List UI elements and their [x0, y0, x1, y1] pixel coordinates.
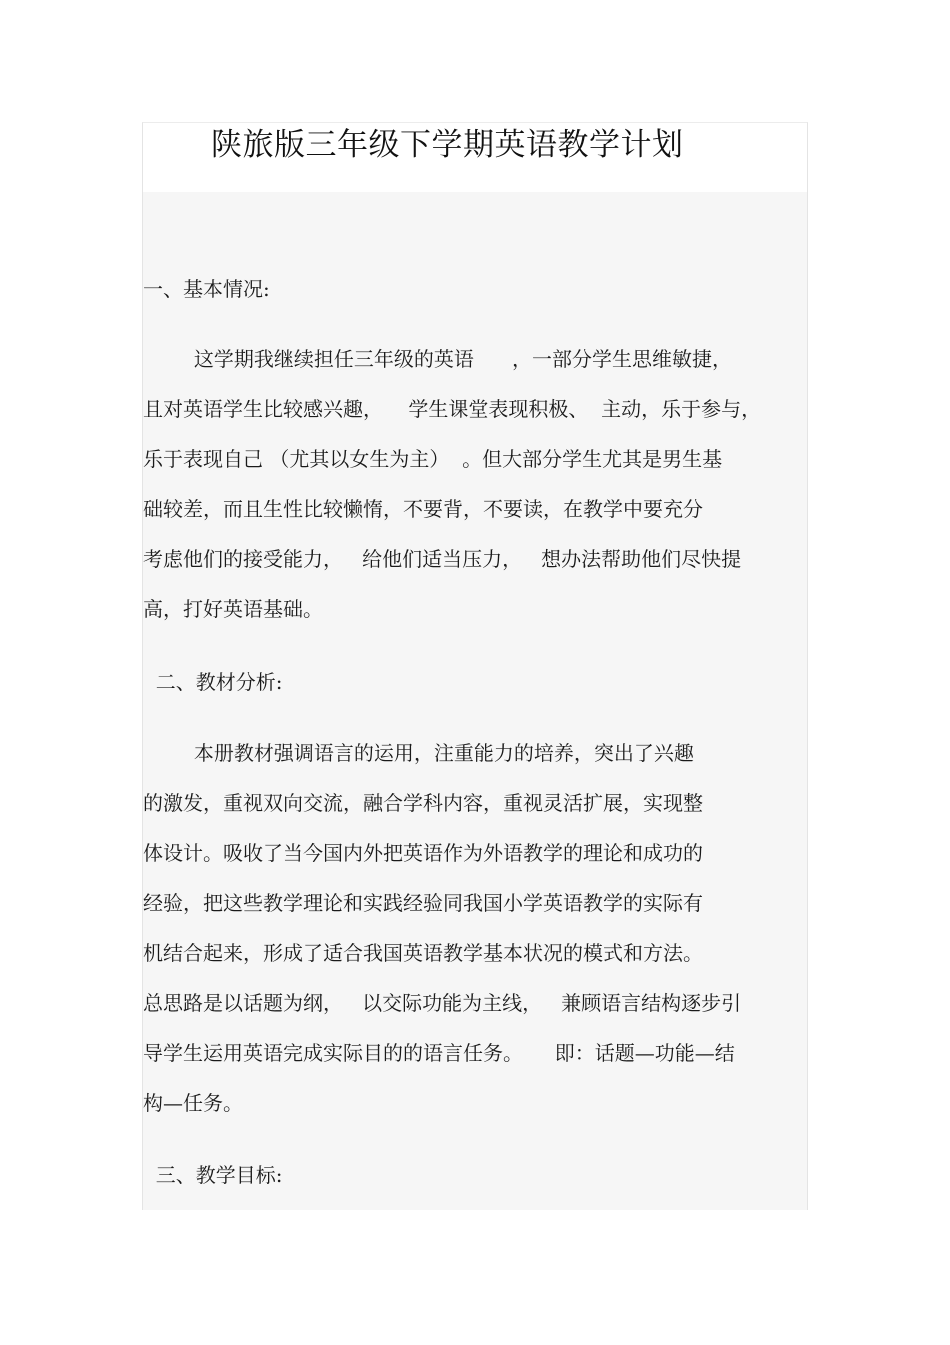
paragraph-line: 机结合起来，形成了适合我国英语教学基本状况的模式和方法。: [143, 941, 703, 965]
paragraph-line: 总思路是以话题为纲， 以交际功能为主线， 兼顾语言结构逐步引: [143, 991, 742, 1015]
paragraph-line: 本册教材强调语言的运用，注重能力的培养，突出了兴趣: [143, 741, 694, 765]
section-heading-textbook-analysis: 二、教材分析:: [143, 670, 283, 694]
paragraph-line: 导学生运用英语完成实际目的的语言任务。 即：话题—功能—结: [143, 1041, 735, 1065]
paragraph-line: 且对英语学生比较感兴趣， 学生课堂表现积极、 主动，乐于参与，: [143, 397, 762, 421]
paragraph-line: 构—任务。: [143, 1091, 243, 1115]
paragraph-line: 的激发，重视双向交流，融合学科内容，重视灵活扩展，实现整: [143, 791, 703, 815]
document-page: [142, 122, 808, 1210]
paragraph-line: 考虑他们的接受能力， 给他们适当压力， 想办法帮助他们尽快提: [143, 547, 742, 571]
paragraph-line: 经验，把这些教学理论和实践经验同我国小学英语教学的实际有: [143, 891, 703, 915]
section-heading-basic-situation: 一、基本情况:: [143, 277, 270, 301]
title-band: [143, 123, 807, 192]
paragraph-line: 乐于表现自己 （尤其以女生为主） 。但大部分学生尤其是男生基: [143, 447, 723, 471]
document-title: 陕旅版三年级下学期英语教学计划: [211, 127, 684, 163]
paragraph-line: 础较差，而且生性比较懒惰，不要背，不要读，在教学中要充分: [143, 497, 703, 521]
section-heading-teaching-goals: 三、教学目标:: [143, 1163, 283, 1187]
paragraph-line: 高，打好英语基础。: [143, 597, 323, 621]
paragraph-line: 这学期我继续担任三年级的英语 ，一部分学生思维敏捷，: [143, 347, 733, 371]
paragraph-line: 体设计。吸收了当今国内外把英语作为外语教学的理论和成功的: [143, 841, 703, 865]
